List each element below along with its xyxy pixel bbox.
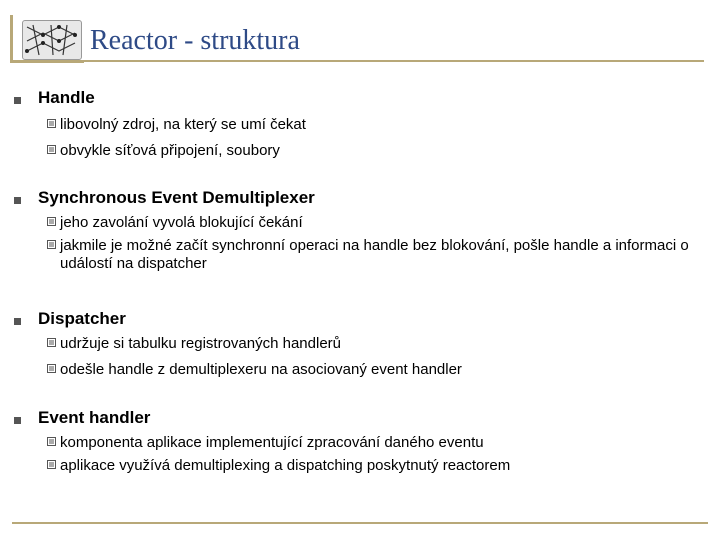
section-event-handler [14,408,704,475]
section-heading: Synchronous Event Demultiplexer [38,188,315,207]
list-item: udržuje si tabulku registrovaných handlerů [60,335,341,352]
checkbox-bullet-icon [47,364,56,373]
square-bullet-icon [14,197,21,204]
network-graph-logo-icon [22,20,82,60]
bottom-divider [12,522,708,524]
square-bullet-icon [14,417,21,424]
section-heading: Handle [38,88,95,107]
list-item: libovolný zdroj, na který se umí čekat [60,116,306,133]
square-bullet-icon [14,318,21,325]
section-handle [14,88,704,160]
checkbox-bullet-icon [47,437,56,446]
list-item: jeho zavolání vyvolá blokující čekání [60,214,303,231]
list-item: jakmile je možné začít synchronní operaci na handle bez blokování, pošle handle a informaci o událostí na dispatcher [60,237,689,272]
section-heading: Dispatcher [38,309,126,328]
list-item: komponenta aplikace implementující zpracování daného eventu [60,434,484,451]
slide-title: Reactor - struktura [90,25,300,56]
section-dispatcher [14,309,704,379]
checkbox-bullet-icon [47,217,56,226]
checkbox-bullet-icon [47,338,56,347]
square-bullet-icon [14,97,21,104]
section-demultiplexer [14,188,704,273]
section-heading: Event handler [38,408,151,427]
list-item: odešle handle z demultiplexeru na asociovaný event handler [60,361,462,378]
list-item: aplikace využívá demultiplexing a dispatching poskytnutý reactorem [60,457,511,474]
checkbox-bullet-icon [47,145,56,154]
checkbox-bullet-icon [47,119,56,128]
checkbox-bullet-icon [47,460,56,469]
checkbox-bullet-icon [47,240,56,249]
title-divider [84,60,704,62]
list-item: obvykle síťová připojení, soubory [60,142,280,159]
